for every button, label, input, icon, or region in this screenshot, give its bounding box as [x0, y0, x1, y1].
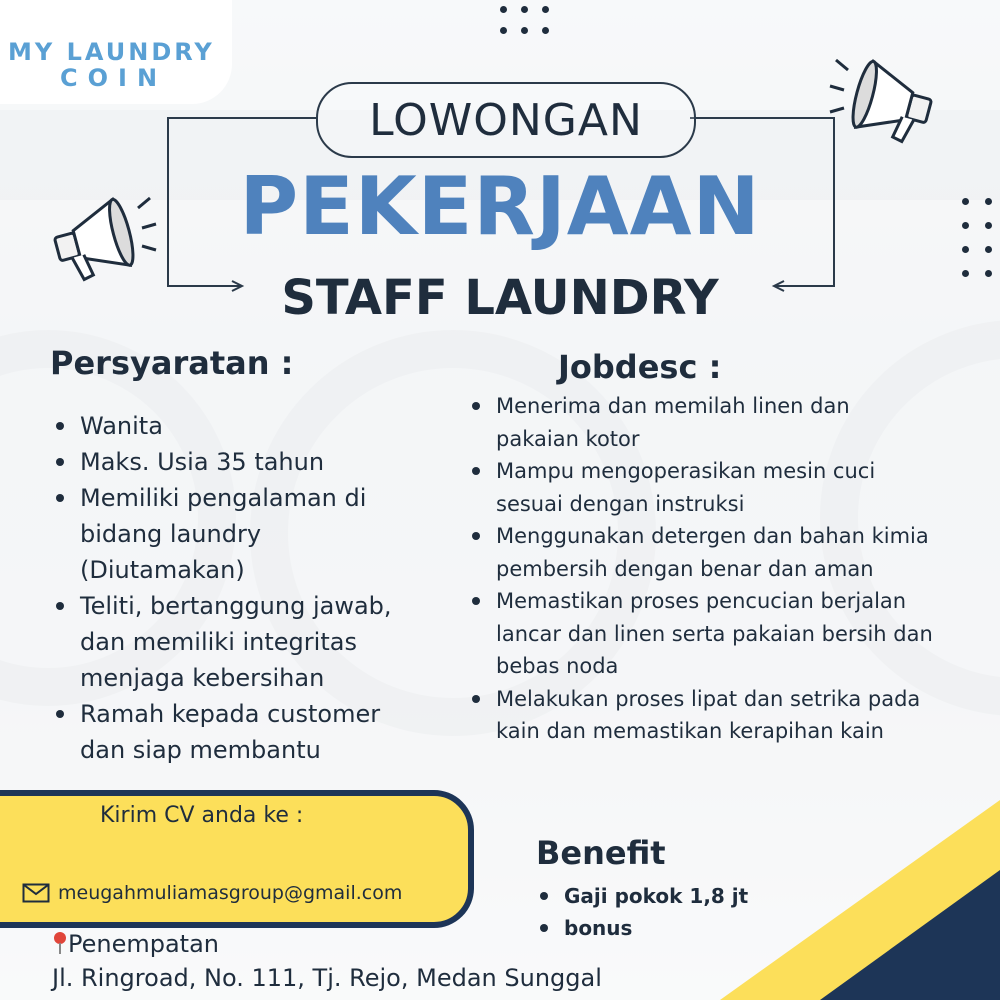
page-title: PEKERJAAN [239, 160, 761, 253]
benefit-list [536, 880, 796, 944]
list-item: Gaji pokok 1,8 jt [536, 880, 796, 912]
requirements-list [52, 408, 422, 768]
benefit-title: Benefit [536, 834, 666, 872]
list-item: Memastikan proses pencucian berjalan lancar dan linen serta pakaian bersih dan bebas noda [468, 585, 966, 683]
placement-label: Penempatan [68, 930, 220, 958]
list-item: Memiliki pengalaman di bidang laundry (Diutamakan) [52, 480, 400, 588]
location-pin-icon [52, 931, 68, 955]
list-item: Teliti, bertanggung jawab, dan memiliki integritas menjaga kebersihan [52, 588, 420, 696]
requirements-title: Persyaratan : [50, 344, 294, 382]
lowongan-pill: LOWONGAN [316, 82, 696, 158]
list-item: bonus [536, 912, 796, 944]
position-title: STAFF LAUNDRY [281, 270, 719, 326]
list-item: Melakukan proses lipat dan setrika pada kain dan memastikan kerapihan kain [468, 683, 951, 748]
list-item: Maks. Usia 35 tahun [52, 444, 422, 480]
megaphone-icon [826, 50, 946, 150]
logo-line-2: COIN [60, 64, 168, 92]
email-address[interactable]: meugahmuliamasgroup@gmail.com [58, 882, 403, 904]
email-row[interactable] [22, 882, 402, 904]
placement-address: Jl. Ringroad, No. 111, Tj. Rejo, Medan Sunggal [52, 964, 602, 992]
list-item: Menggunakan detergen dan bahan kimia pembersih dengan benar dan aman [468, 520, 936, 585]
list-item: Mampu mengoperasikan mesin cuci sesuai dengan instruksi [468, 455, 936, 520]
jobdesc-title: Jobdesc : [558, 348, 722, 386]
jobdesc-list [468, 390, 968, 748]
list-item: Wanita [52, 408, 422, 444]
cv-label: Kirim CV anda ke : [100, 803, 304, 828]
logo-line-1: MY LAUNDRY [8, 38, 215, 66]
list-item: Ramah kepada customer dan siap membantu [52, 696, 425, 768]
mail-icon [22, 883, 50, 903]
list-item: Menerima dan memilah linen dan pakaian kotor [468, 390, 896, 455]
placement-label-row [52, 930, 219, 958]
